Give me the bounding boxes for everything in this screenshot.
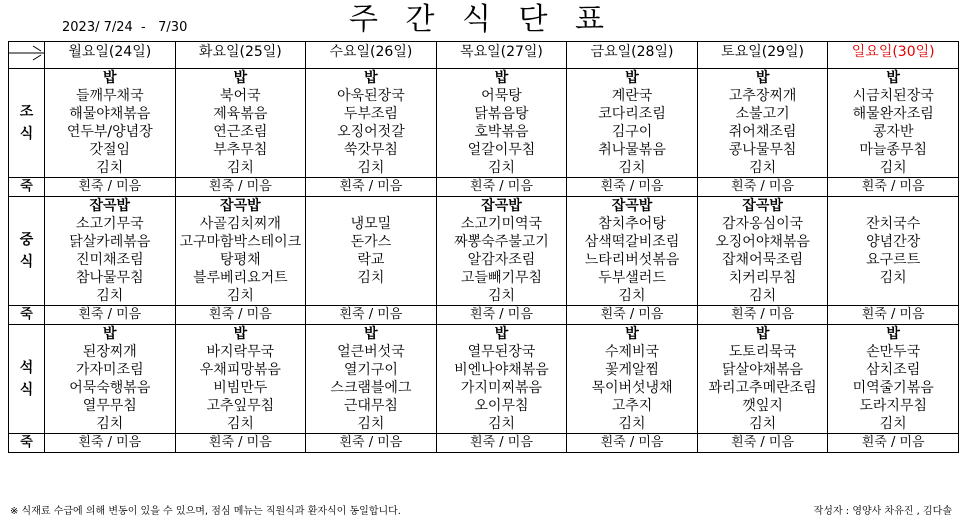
porridge-cell: 흰죽 / 미음 — [697, 178, 828, 197]
menu-item: 얼갈이무침 — [467, 142, 536, 158]
menu-item: 김치 — [357, 270, 385, 286]
meal-label-char: 식 — [19, 126, 34, 142]
menu-item: 김치 — [487, 160, 515, 176]
date-range: 2023/ 7/24 - 7/30 — [62, 20, 188, 35]
porridge-cell: 흰죽 / 미음 — [828, 306, 959, 325]
menu-item: 코다리조림 — [598, 106, 666, 122]
menu-item: 고구마함박스테이크 — [179, 234, 302, 250]
menu-staple: 잡곡밥 — [481, 198, 522, 214]
menu-item: 김치 — [879, 270, 907, 286]
menu-item: 김치 — [618, 288, 646, 304]
menu-item: 연근조림 — [213, 124, 268, 140]
menu-item: 김치 — [226, 288, 254, 304]
meal-label-char: 식 — [19, 382, 34, 398]
day-header: 화요일(25일) — [175, 42, 306, 69]
porridge-cell: 흰죽 / 미음 — [45, 434, 176, 453]
porridge-row — [9, 178, 959, 197]
menu-item: 취나물볶음 — [598, 142, 666, 158]
menu-item: 스크램블에그 — [330, 380, 412, 396]
menu-item: 김치 — [618, 160, 646, 176]
menu-item: 참치추어탕 — [598, 216, 666, 232]
porridge-cell: 흰죽 / 미음 — [306, 306, 437, 325]
menu-item: 우채피망볶음 — [199, 362, 281, 378]
day-header-row — [9, 42, 959, 69]
menu-item — [828, 287, 958, 305]
menu-item: 두부샐러드 — [598, 270, 666, 286]
menu-staple: 밥 — [755, 70, 770, 86]
menu-staple — [828, 197, 958, 215]
menu-item: 참나물무침 — [75, 270, 144, 286]
menu-item: 고추지 — [611, 398, 653, 414]
menu-item: 쑥갓무침 — [343, 142, 398, 158]
menu-item: 오징어젓갈 — [337, 124, 405, 140]
menu-item: 김치 — [879, 416, 907, 432]
menu-item: 김치 — [357, 416, 385, 432]
menu-item: 치커리무침 — [728, 270, 797, 286]
menu-item — [306, 287, 436, 305]
menu-item: 오이무침 — [474, 398, 529, 414]
menu-cell — [567, 197, 698, 306]
corner-marks — [9, 42, 45, 62]
menu-item: 얼큰버섯국 — [337, 344, 405, 360]
menu-item: 열무무침 — [82, 398, 137, 414]
menu-item: 열기구이 — [343, 362, 398, 378]
menu-item: 고추잎무침 — [206, 398, 275, 414]
meal-label-char: 식 — [19, 254, 34, 270]
menu-item: 김치 — [749, 160, 777, 176]
menu-item: 오징어야채볶음 — [715, 234, 810, 250]
menu-staple: 밥 — [233, 326, 248, 342]
menu-item: 계란국 — [611, 88, 653, 104]
menu-item: 열무된장국 — [467, 344, 536, 360]
menu-staple: 잡곡밥 — [611, 198, 653, 214]
meal-label-char: 중 — [19, 232, 34, 248]
menu-item: 바지락무국 — [206, 344, 275, 360]
menu-item: 김치 — [749, 416, 777, 432]
menu-item: 마늘종무침 — [859, 142, 927, 158]
menu-item: 사골김치찌개 — [199, 216, 281, 232]
menu-item: 김치 — [618, 416, 646, 432]
menu-item: 미역줄기볶음 — [852, 380, 934, 396]
menu-cell — [436, 69, 567, 178]
menu-item: 손만두국 — [866, 344, 921, 360]
menu-staple: 밥 — [886, 70, 900, 86]
menu-item: 락교 — [357, 252, 385, 268]
menu-cell — [45, 197, 176, 306]
porridge-cell: 흰죽 / 미음 — [175, 306, 306, 325]
menu-staple: 밥 — [625, 326, 639, 342]
menu-item: 김치 — [96, 160, 124, 176]
menu-item: 삼치조림 — [866, 362, 921, 378]
weekly-menu-table — [8, 41, 959, 453]
menu-cell — [828, 69, 959, 178]
menu-cell — [306, 197, 437, 306]
menu-item: 가자미조림 — [75, 362, 144, 378]
menu-item: 김치 — [226, 160, 254, 176]
day-header: 수요일(26일) — [306, 42, 437, 69]
menu-item: 김치 — [749, 288, 777, 304]
porridge-cell: 흰죽 / 미음 — [175, 434, 306, 453]
menu-item: 호박볶음 — [474, 124, 529, 140]
menu-item: 꽃게알찜 — [604, 362, 660, 378]
day-header: 금요일(28일) — [567, 42, 698, 69]
menu-item: 김치 — [487, 416, 515, 432]
menu-staple — [306, 197, 436, 215]
menu-item: 아욱된장국 — [337, 88, 405, 104]
menu-item: 닭볶음탕 — [474, 106, 529, 122]
meal-label — [9, 69, 45, 178]
porridge-cell: 흰죽 / 미음 — [567, 306, 698, 325]
menu-item: 시금치된장국 — [852, 88, 934, 104]
porridge-cell: 흰죽 / 미음 — [45, 178, 176, 197]
meal-row — [9, 69, 959, 178]
menu-cell — [306, 325, 437, 434]
menu-item: 고추장찌개 — [728, 88, 797, 104]
menu-item: 수제비국 — [604, 344, 660, 360]
porridge-label: 죽 — [9, 434, 45, 453]
menu-staple: 밥 — [233, 70, 248, 86]
menu-item: 가지미찌볶음 — [460, 380, 543, 396]
menu-item: 김치 — [96, 416, 124, 432]
menu-item: 냉모밀 — [350, 216, 392, 232]
menu-staple: 밥 — [494, 326, 509, 342]
porridge-cell: 흰죽 / 미음 — [697, 434, 828, 453]
porridge-cell: 흰죽 / 미음 — [567, 434, 698, 453]
menu-item: 갓절임 — [89, 142, 131, 158]
menu-cell — [567, 325, 698, 434]
menu-cell — [45, 69, 176, 178]
corner-cell — [9, 42, 45, 69]
menu-item: 짜뽕숙주불고기 — [454, 234, 549, 250]
porridge-cell: 흰죽 / 미음 — [306, 178, 437, 197]
porridge-cell: 흰죽 / 미음 — [436, 306, 567, 325]
menu-cell — [567, 69, 698, 178]
porridge-row — [9, 434, 959, 453]
menu-item: 어묵숙행볶음 — [69, 380, 151, 396]
page-title: 주 간 식 단 표 — [348, 2, 614, 37]
day-header: 목요일(27일) — [436, 42, 567, 69]
menu-cell — [175, 325, 306, 434]
menu-item: 김치 — [487, 288, 515, 304]
menu-item: 비빔만두 — [213, 380, 268, 396]
menu-cell — [828, 197, 959, 306]
menu-item: 요구르트 — [866, 252, 921, 268]
menu-item: 김치 — [226, 416, 254, 432]
porridge-cell: 흰죽 / 미음 — [45, 306, 176, 325]
menu-staple: 잡곡밥 — [220, 198, 261, 214]
menu-item: 콩자반 — [872, 124, 914, 140]
footer-author: 작성자 : 영양사 차유진 , 김다솔 — [813, 506, 952, 517]
menu-item: 닭살야채볶음 — [722, 362, 804, 378]
menu-item: 잡채어묵조림 — [722, 252, 804, 268]
porridge-cell: 흰죽 / 미음 — [828, 434, 959, 453]
meal-row — [9, 197, 959, 306]
porridge-cell: 흰죽 / 미음 — [436, 434, 567, 453]
menu-cell — [45, 325, 176, 434]
menu-item: 소고기미역국 — [460, 216, 543, 232]
menu-item: 김치 — [879, 160, 907, 176]
meal-label — [9, 197, 45, 306]
menu-staple: 밥 — [103, 326, 117, 342]
menu-item: 진미채조림 — [75, 252, 144, 268]
menu-item: 삼색떡갈비조림 — [584, 234, 680, 250]
menu-cell — [175, 197, 306, 306]
menu-item: 느타리버섯볶음 — [584, 252, 680, 268]
menu-item: 소고기무국 — [75, 216, 144, 232]
porridge-cell: 흰죽 / 미음 — [567, 178, 698, 197]
menu-item: 어묵탕 — [481, 88, 522, 104]
menu-item: 근대무침 — [343, 398, 398, 414]
menu-item: 해물야채볶음 — [69, 106, 151, 122]
menu-cell — [697, 69, 828, 178]
menu-item: 블루베리요거트 — [193, 270, 288, 286]
footer-note: ※ 식재료 수급에 의해 변동이 있을 수 있으며, 점심 메뉴는 직원식과 환자식이 동일합니다. — [10, 506, 401, 517]
menu-item: 도토리묵국 — [728, 344, 797, 360]
menu-item: 두부조림 — [343, 106, 398, 122]
menu-item: 알감자조림 — [467, 252, 536, 268]
menu-item: 소불고기 — [735, 106, 790, 122]
menu-item: 목이버섯냉채 — [591, 380, 673, 396]
menu-staple: 밥 — [364, 326, 378, 342]
menu-item: 북어국 — [220, 88, 261, 104]
menu-item: 김구이 — [611, 124, 653, 140]
menu-cell — [436, 325, 567, 434]
day-header-sunday: 일요일(30일) — [828, 42, 959, 69]
menu-staple: 밥 — [625, 70, 639, 86]
menu-item: 탕평채 — [220, 252, 261, 268]
menu-staple: 잡곡밥 — [742, 198, 783, 214]
meal-label — [9, 325, 45, 434]
menu-item: 감자옹심이국 — [722, 216, 804, 232]
menu-item: 연두부/양념장 — [66, 124, 153, 140]
menu-cell — [436, 197, 567, 306]
menu-cell — [697, 325, 828, 434]
meal-label-char: 조 — [19, 104, 34, 120]
menu-staple: 밥 — [755, 326, 770, 342]
menu-cell — [175, 69, 306, 178]
menu-staple: 밥 — [103, 70, 117, 86]
menu-item: 해물완자조림 — [852, 106, 934, 122]
porridge-row — [9, 306, 959, 325]
menu-item: 잔치국수 — [866, 216, 921, 232]
menu-item: 닭살카레볶음 — [69, 234, 151, 250]
menu-staple: 밥 — [494, 70, 509, 86]
porridge-label: 죽 — [9, 306, 45, 325]
menu-item: 비엔나야채볶음 — [454, 362, 549, 378]
menu-item: 김치 — [96, 288, 124, 304]
porridge-label: 죽 — [9, 178, 45, 197]
menu-cell — [828, 325, 959, 434]
meal-row — [9, 325, 959, 434]
menu-item: 쥐어채조림 — [728, 124, 797, 140]
porridge-cell: 흰죽 / 미음 — [436, 178, 567, 197]
porridge-cell: 흰죽 / 미음 — [828, 178, 959, 197]
menu-cell — [697, 197, 828, 306]
menu-item: 꽈리고추메란조림 — [708, 380, 817, 396]
menu-staple: 밥 — [364, 70, 378, 86]
menu-staple: 밥 — [886, 326, 900, 342]
menu-item: 들깨무채국 — [75, 88, 144, 104]
menu-item: 콩나물무침 — [728, 142, 797, 158]
porridge-cell: 흰죽 / 미음 — [697, 306, 828, 325]
meal-label-char: 석 — [19, 360, 34, 376]
menu-item: 제육볶음 — [213, 106, 268, 122]
menu-item: 도라지무침 — [859, 398, 927, 414]
day-header: 월요일(24일) — [45, 42, 176, 69]
menu-item: 돈가스 — [350, 234, 392, 250]
porridge-cell: 흰죽 / 미음 — [306, 434, 437, 453]
menu-item: 양념간장 — [866, 234, 921, 250]
menu-item: 된장찌개 — [82, 344, 137, 360]
menu-item: 고들빼기무침 — [460, 270, 543, 286]
menu-item: 김치 — [357, 160, 385, 176]
menu-item: 부추무침 — [213, 142, 268, 158]
day-header: 토요일(29일) — [697, 42, 828, 69]
menu-staple: 잡곡밥 — [89, 198, 131, 214]
porridge-cell: 흰죽 / 미음 — [175, 178, 306, 197]
menu-item: 깻잎지 — [742, 398, 783, 414]
menu-cell — [306, 69, 437, 178]
